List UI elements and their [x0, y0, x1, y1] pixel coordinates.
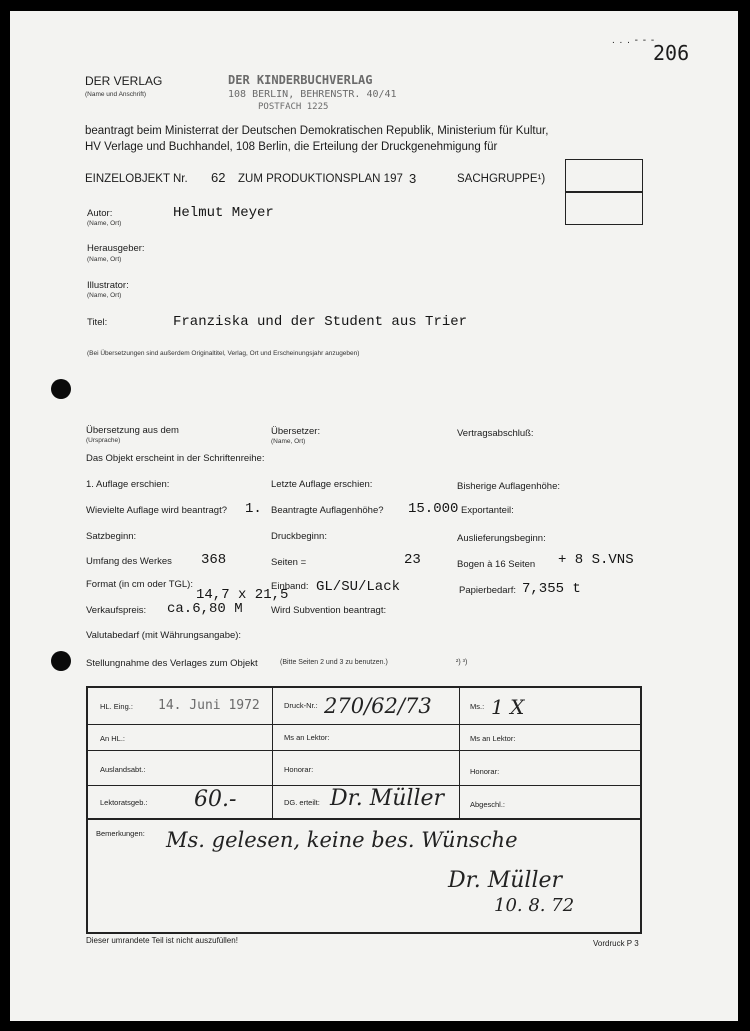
papierbedarf-value: 7,355 t [522, 581, 581, 597]
umfang-value: 368 [201, 552, 227, 568]
uebersetzer-label: Übersetzer: [271, 426, 321, 437]
illustrator-label: Illustrator: [87, 280, 129, 291]
auflagenhoehe-value: 15.000 [408, 501, 459, 517]
hl-eing-stamp: 14. Juni 1972 [158, 698, 260, 713]
seiten-value: 23 [404, 552, 421, 568]
document-page [10, 11, 738, 1021]
ursprache-sub: (Ursprache) [86, 437, 121, 444]
honorar-label-2: Honorar: [470, 767, 500, 776]
herausgeber-sub: (Name, Ort) [87, 256, 122, 263]
produktionsplan-label: ZUM PRODUKTIONSPLAN 197 [238, 173, 403, 185]
druck-nr-value: 270/62/73 [324, 694, 432, 718]
valutabedarf-label: Valutabedarf (mit Währungsangabe): [86, 630, 242, 641]
ms-label: Ms.: [470, 702, 485, 711]
ms-an-lektor-label: Ms an Lektor: [284, 733, 330, 742]
punch-hole-upper [51, 379, 71, 399]
bemerkungen-label: Bemerkungen: [96, 829, 145, 838]
publisher-stamp-line2: 108 BERLIN, BEHRENSTR. 40/41 [228, 89, 397, 100]
bemerkungen-handwriting: Ms. gelesen, keine bes. Wünsche [166, 828, 518, 852]
ms-value: 1 X [491, 695, 525, 719]
intro-line1: beantragt beim Ministerrat der Deutschen Demokratischen Republik, Ministerium für Kultur, [85, 125, 549, 137]
druckbeginn-label: Druckbeginn: [271, 531, 327, 542]
box-col-line-1 [272, 688, 273, 818]
beantragte-auflagenhoehe-label: Beantragte Auflagenhöhe? [271, 505, 384, 516]
auslandsabt-label: Auslandsabt.: [100, 765, 146, 774]
schriftenreihe-label: Das Objekt erscheint in der Schriftenreihe: [86, 453, 265, 464]
autor-label: Autor: [87, 208, 113, 219]
dg-erteilt-signature: Dr. Müller [330, 786, 445, 811]
einzelobjekt-number: 62 [211, 170, 226, 185]
bemerkungen-signature-date: 10. 8. 72 [494, 895, 575, 916]
uebersetzung-note: (Bei Übersetzungen sind außerdem Originaltitel, Verlag, Ort und Erscheinungsjahr anzugeben) [87, 350, 360, 357]
punch-hole-lower [51, 651, 71, 671]
page-number: 206 [653, 41, 690, 65]
titel-label: Titel: [87, 317, 108, 328]
box-row-line-4 [88, 818, 640, 820]
format-value: 14,7 x 21,5 [196, 587, 289, 603]
honorar-label: Honorar: [284, 765, 314, 774]
bisherige-auflagenhoehe-label: Bisherige Auflagenhöhe: [457, 481, 560, 492]
sachgruppe-box [565, 159, 643, 225]
bogen-label: Bogen à 16 Seiten [457, 559, 536, 570]
uebersetzer-sub: (Name, Ort) [271, 438, 306, 445]
umfang-label: Umfang des Werkes [86, 556, 172, 567]
box-col-line-2 [459, 688, 460, 818]
papierbedarf-label: Papierbedarf: [459, 585, 517, 596]
erste-auflage-label: 1. Auflage erschien: [86, 479, 170, 490]
wievielte-auflage-label: Wievielte Auflage wird beantragt? [86, 505, 227, 516]
box-row-line-2 [88, 750, 640, 751]
verlag-sub: (Name und Anschrift) [85, 91, 147, 98]
abgeschl-label: Abgeschl.: [470, 800, 506, 809]
subvention-label: Wird Subvention beantragt: [271, 605, 387, 616]
letzte-auflage-label: Letzte Auflage erschien: [271, 479, 373, 490]
exportanteil-label: Exportanteil: [461, 505, 514, 516]
titel-value: Franziska und der Student aus Trier [173, 314, 468, 330]
illustrator-sub: (Name, Ort) [87, 292, 122, 299]
vordruck-label: Vordruck P 3 [593, 939, 639, 948]
einband-value: GL/SU/Lack [316, 579, 401, 595]
verkaufspreis-label: Verkaufspreis: [86, 605, 147, 616]
footer-note: Dieser umrandete Teil ist nicht auszufüllen! [86, 936, 238, 945]
einband-label: Einband: [271, 581, 309, 592]
stellungnahme-note: (Bitte Seiten 2 und 3 zu benutzen.) [280, 659, 388, 666]
publisher-stamp-line3: POSTFACH 1225 [258, 102, 329, 112]
satzbeginn-label: Satzbeginn: [86, 531, 137, 542]
verlag-label: DER VERLAG [85, 74, 163, 88]
format-label: Format (in cm oder TGL): [86, 579, 193, 590]
lektoratsgeb-value: 60.- [194, 787, 237, 812]
office-use-box [86, 686, 642, 934]
einzelobjekt-label: EINZELOBJEKT Nr. [85, 173, 188, 185]
intro-line2: HV Verlage und Buchhandel, 108 Berlin, die Erteilung der Druckgenehmigung für [85, 141, 498, 153]
autor-value: Helmut Meyer [173, 205, 274, 221]
top-marks: . . . - - - [612, 35, 656, 46]
verkaufspreis-value: ca.6,80 M [167, 601, 243, 617]
seiten-label: Seiten = [271, 557, 307, 568]
druck-nr-label: Druck-Nr.: [284, 701, 318, 710]
dg-erteilt-label: DG. erteilt: [284, 798, 320, 807]
publisher-stamp-line1: DER KINDERBUCHVERLAG [228, 73, 373, 87]
bogen-value: + 8 S.VNS [558, 552, 634, 568]
ms-an-lektor-label-2: Ms an Lektor: [470, 734, 516, 743]
auslieferungsbeginn-label: Auslieferungsbeginn: [457, 533, 546, 544]
footnote-marks: ²) ³) [456, 659, 468, 666]
sachgruppe-label: SACHGRUPPE¹) [457, 173, 546, 185]
lektoratsgeb-label: Lektoratsgeb.: [100, 798, 148, 807]
an-hl-label: An HL.: [100, 734, 126, 743]
produktionsplan-year-digit: 3 [409, 171, 417, 186]
hl-eing-label: HL. Eing.: [100, 702, 133, 711]
vertragsabschluss-label: Vertragsabschluß: [457, 428, 534, 439]
bemerkungen-signature: Dr. Müller [448, 868, 563, 893]
autor-sub: (Name, Ort) [87, 220, 122, 227]
box-row-line-1 [88, 724, 640, 725]
herausgeber-label: Herausgeber: [87, 243, 145, 254]
uebersetzung-aus-label: Übersetzung aus dem [86, 425, 179, 436]
wievielte-auflage-value: 1. [245, 501, 262, 517]
stellungnahme-label: Stellungnahme des Verlages zum Objekt [86, 658, 258, 669]
